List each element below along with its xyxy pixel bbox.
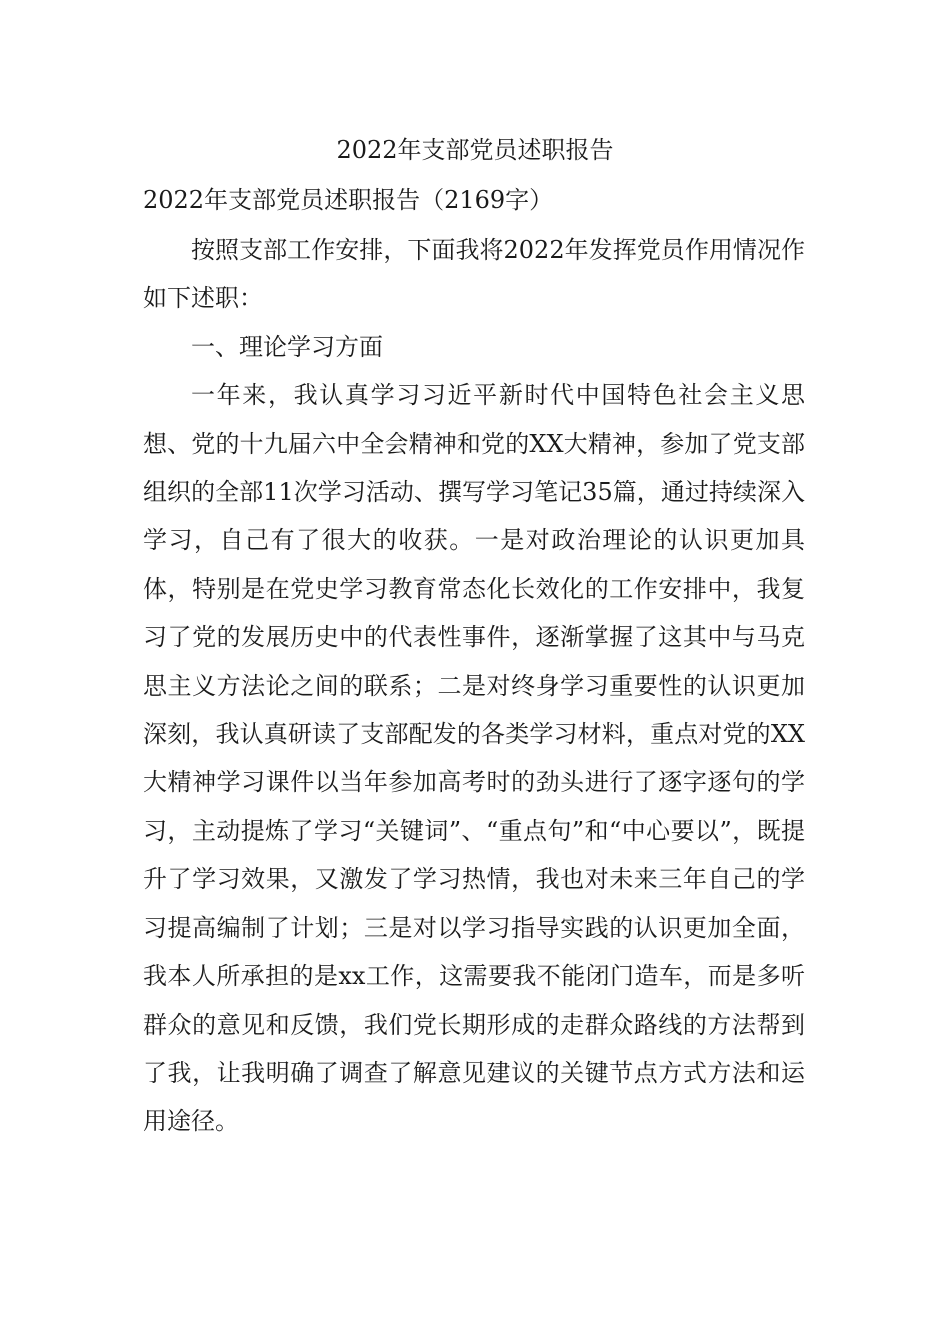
section-heading-theory-study: 一、理论学习方面: [191, 332, 383, 361]
document-subtitle: 2022年支部党员述职报告（2169字）: [143, 186, 554, 214]
paragraph-theory-study: 一年来，我认真学习习近平新时代中国特色社会主义思想、党的十九届六中全会精神和党的XX大精神，参加了党支部组织的全部11次学习活动、撰写学习笔记35篇，通过持续深入学习，自己有了很大的收获。一是对政治理论的认识更加具体，特别是在党史学习教育常态化长效化的工作安排中，我复习了党的发展历史中的代表性事件，逐渐掌握了这其中与马克思主义方法论之间的联系；二是对终身学习重要性的认识更加深刻，我认真研读了支部配发的各类学习材料，重点对党的XX大精神学习课件以当年参加高考时的劲头进行了逐字逐句的学习，主动提炼了学习“关键词”、“重点句”和“中心要以”，既提升了学习效果，又激发了学习热情，我也对未来三年自己的学习提高编制了计划；三是对以学习指导实践的认识更加全面，我本人所承担的是xx工作，这需要我不能闭门造车，而是多听群众的意见和反馈，我们党长期形成的走群众路线的方法帮到了我，让我明确了调查了解意见建议的关键节点方式方法和运用途径。: [143, 381, 805, 1136]
paragraph-intro: 按照支部工作安排，下面我将2022年发挥党员作用情况作如下述职：: [143, 236, 805, 313]
document-body: [143, 226, 805, 1146]
document-title: 2022年支部党员述职报告: [336, 136, 614, 164]
